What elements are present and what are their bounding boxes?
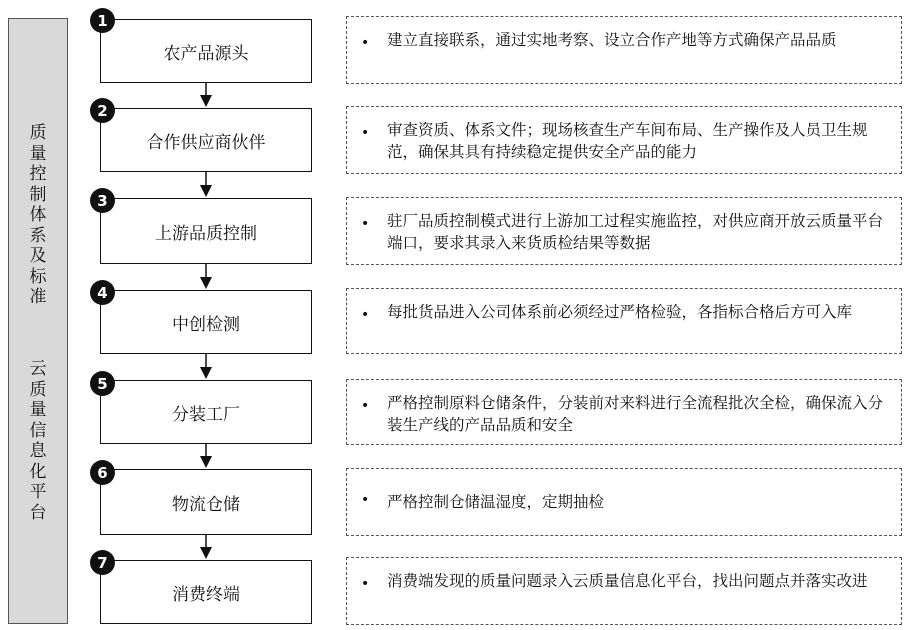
step-1-box	[100, 19, 312, 83]
step-7-box	[100, 560, 312, 624]
step-4-description: 每批货品进入公司体系前必须经过严格检验，各指标合格后方可入库	[387, 303, 853, 321]
step-2-number-icon	[90, 98, 115, 123]
step-4-description-box	[346, 288, 902, 354]
step-1-title: 农产品源头	[163, 43, 249, 64]
step-7-description-box	[346, 557, 902, 625]
step-5-title: 分装工厂	[172, 404, 240, 425]
step-1-number-icon	[90, 8, 115, 33]
step-1-description: 建立直接联系，通过实地考察、设立合作产地等方式确保产品品质	[387, 31, 837, 49]
step-2-title: 合作供应商伙伴	[146, 132, 266, 153]
step-5-box	[100, 380, 312, 444]
step-3-box	[100, 198, 312, 264]
step-7-number-icon	[90, 550, 115, 575]
sidebar-top-text: 质 量 控 制 体 系 及 标 准	[29, 123, 47, 307]
bullet-icon: •	[361, 125, 370, 141]
bullet-icon: •	[361, 307, 370, 323]
bullet-icon: •	[361, 398, 370, 414]
step-3-description-box	[346, 197, 902, 265]
step-6-description-box	[346, 468, 902, 536]
step-5-number: 5	[97, 374, 108, 393]
step-4-title: 中创检测	[172, 314, 240, 335]
step-5-number-icon	[90, 371, 115, 396]
step-7-description: 消费端发现的质量问题录入云质量信息化平台，找出问题点并落实改进	[387, 572, 868, 590]
step-3-title: 上游品质控制	[155, 223, 257, 244]
bullet-icon: •	[361, 492, 370, 508]
step-2-description: 审查资质、体系文件；现场核查生产车间布局、生产操作及人员卫生规范，确保其具有持续稳定提供安全产品的能力	[387, 121, 868, 161]
step-6-box	[100, 469, 312, 535]
step-6-description: 严格控制仓储温湿度，定期抽检	[387, 493, 605, 511]
step-3-number-icon	[90, 188, 115, 213]
step-4-number-icon	[90, 280, 115, 305]
bullet-icon: •	[361, 576, 370, 592]
step-6-number-icon	[90, 460, 115, 485]
sidebar-bottom-text: 云 质 量 信 息 化 平 台	[29, 359, 47, 523]
step-4-box	[100, 290, 312, 354]
step-2-number: 2	[97, 101, 108, 120]
step-5-description-box	[346, 379, 902, 445]
step-2-box	[100, 108, 312, 172]
step-7-title: 消费终端	[172, 584, 240, 605]
step-1-number: 1	[97, 11, 108, 30]
step-6-title: 物流仓储	[172, 494, 240, 515]
step-2-description-box	[346, 106, 902, 174]
step-4-number: 4	[97, 283, 108, 302]
step-7-number: 7	[97, 553, 108, 572]
step-5-description: 严格控制原料仓储条件，分装前对来料进行全流程批次全检，确保流入分装生产线的产品品质和安全	[387, 394, 884, 434]
step-6-number: 6	[97, 463, 108, 482]
bullet-icon: •	[361, 216, 370, 232]
step-3-description: 驻厂品质控制模式进行上游加工过程实施监控，对供应商开放云质量平台端口，要求其录入来货质检结果等数据	[387, 212, 884, 252]
bullet-icon: •	[361, 35, 370, 51]
step-1-description-box	[346, 16, 902, 84]
step-3-number: 3	[97, 191, 108, 210]
